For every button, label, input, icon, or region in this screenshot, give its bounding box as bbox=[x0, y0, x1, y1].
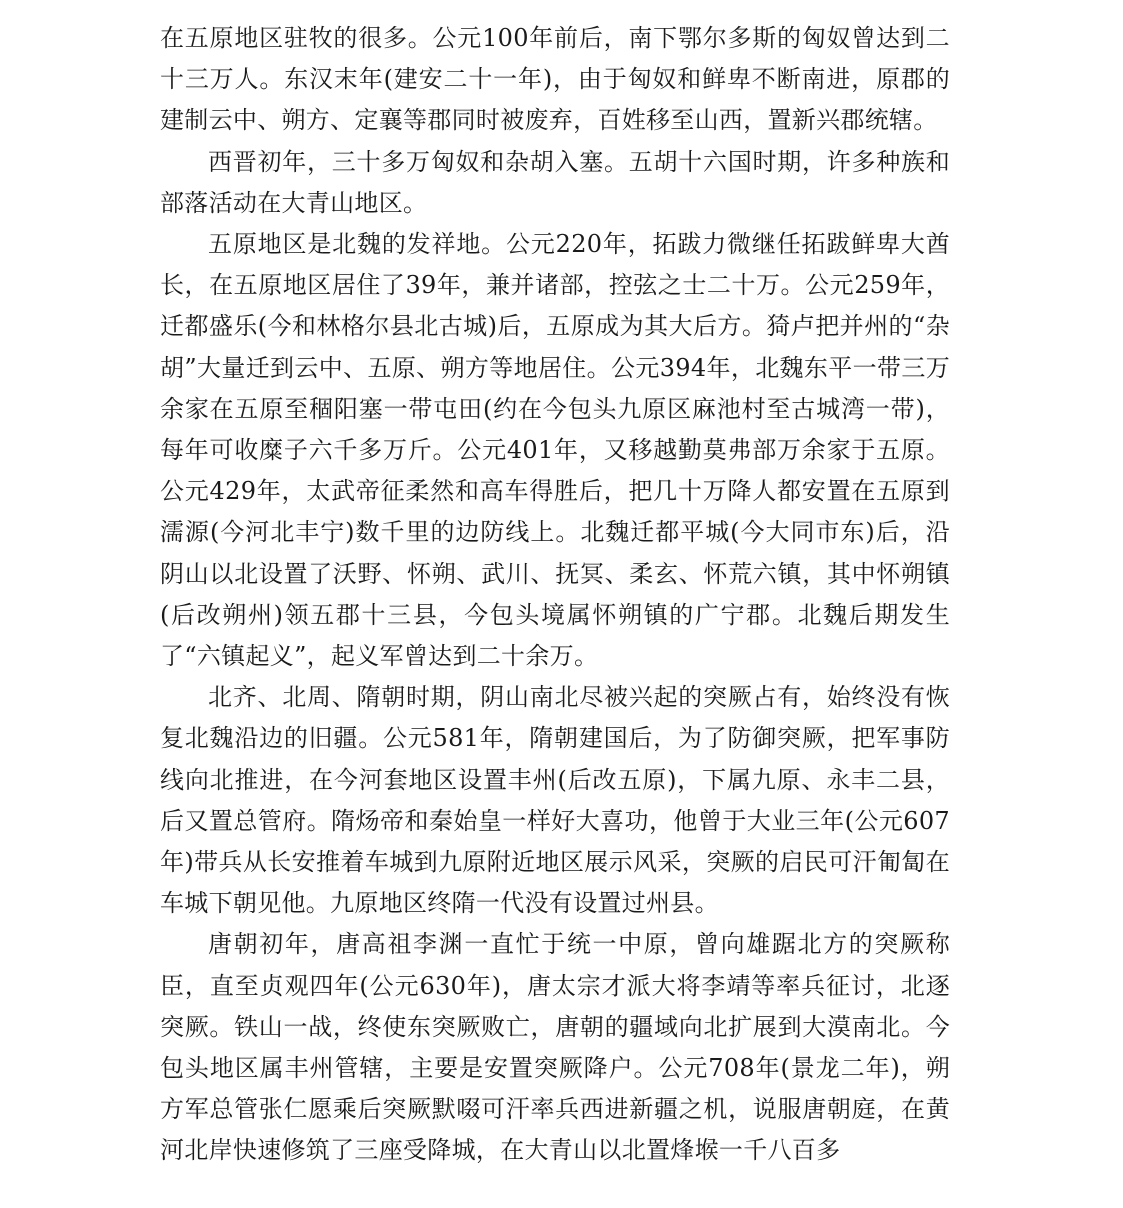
paragraph-4: 北齐、北周、隋朝时期，阴山南北尽被兴起的突厥占有，始终没有恢复北魏沿边的旧疆。公元581年，隋朝建国后，为了防御突厥，把军事防线向北推进，在今河套地区设置丰州(后改五原)，下属九原、永丰二县，后又置总管府。隋炀帝和秦始皇一样好大喜功，他曾于大业三年(公元607年)带兵从长安推着车城到九原附近地区展示风采，突厥的启民可汗匍匐在车城下朝见他。九原地区终隋一代没有设置过州县。 bbox=[160, 683, 950, 918]
paragraph-5: 唐朝初年，唐高祖李渊一直忙于统一中原，曾向雄踞北方的突厥称臣，直至贞观四年(公元630年)，唐太宗才派大将李靖等率兵征讨，北逐突厥。铁山一战，终使东突厥败亡，唐朝的疆域向北扩展到大漠南北。今包头地区属丰州管辖，主要是安置突厥降户。公元708年(景龙二年)，朔方军总管张仁愿乘后突厥默啜可汗率兵西进新疆之机，说服唐朝庭，在黄河北岸快速修筑了三座受降城，在大青山以北置烽堠一千八百多 bbox=[160, 930, 950, 1165]
document-page bbox=[160, 18, 950, 1172]
paragraph-3: 五原地区是北魏的发祥地。公元220年，拓跋力微继任拓跋鲜卑大酋长，在五原地区居住了39年，兼并诸部，控弦之士二十万。公元259年，迁都盛乐(今和林格尔县北古城)后，五原成为其大后方。猗卢把并州的“杂胡”大量迁到云中、五原、朔方等地居住。公元394年，北魏东平一带三万余家在五原至稒阳塞一带屯田(约在今包头九原区麻池村至古城湾一带)，每年可收糜子六千多万斤。公元401年，又移越勤莫弗部万余家于五原。公元429年，太武帝征柔然和高车得胜后，把几十万降人都安置在五原到濡源(今河北丰宁)数千里的边防线上。北魏迁都平城(今大同市东)后，沿阴山以北设置了沃野、怀朔、武川、抚冥、柔玄、怀荒六镇，其中怀朔镇(后改朔州)领五郡十三县，今包头境属怀朔镇的广宁郡。北魏后期发生了“六镇起义”，起义军曾达到二十余万。 bbox=[160, 230, 950, 671]
paragraph-1: 在五原地区驻牧的很多。公元100年前后，南下鄂尔多斯的匈奴曾达到二十三万人。东汉末年(建安二十一年)，由于匈奴和鲜卑不断南进，原郡的建制云中、朔方、定襄等郡同时被废弃，百姓移至山西，置新兴郡统辖。 bbox=[160, 24, 950, 135]
paragraph-2: 西晋初年，三十多万匈奴和杂胡入塞。五胡十六国时期，许多种族和部落活动在大青山地区。 bbox=[160, 147, 950, 217]
